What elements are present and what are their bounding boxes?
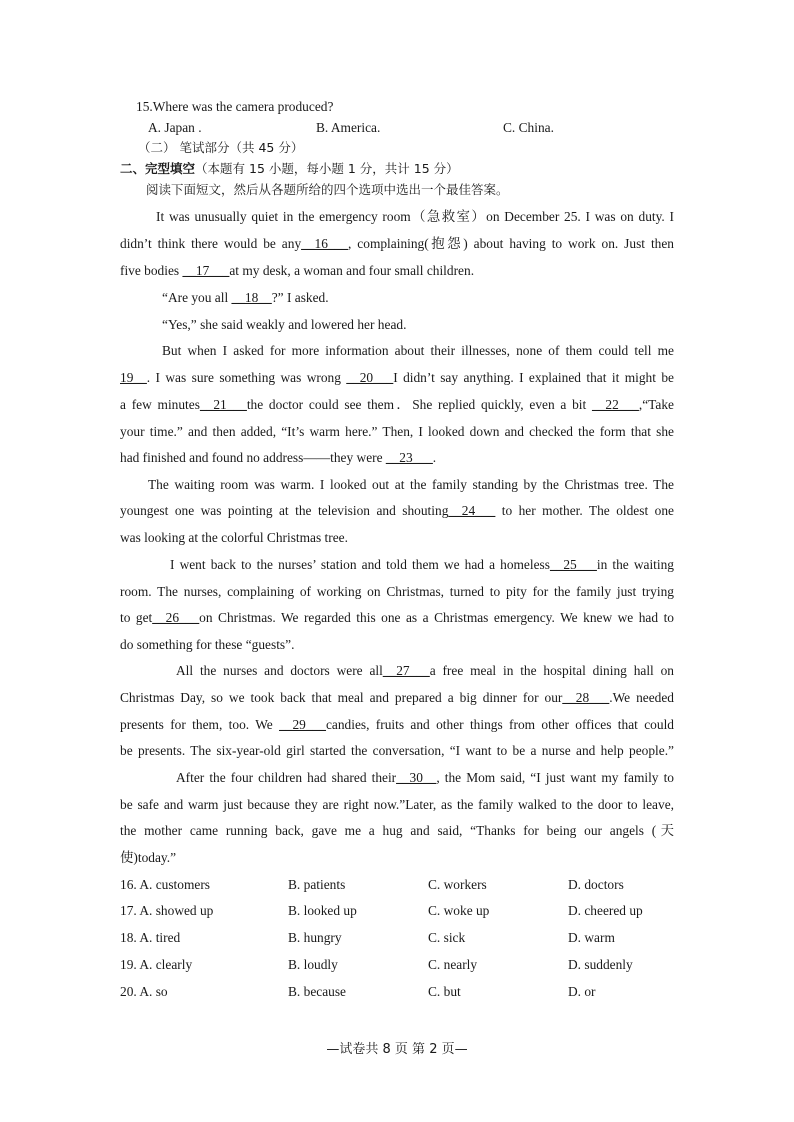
- passage-line-17: do something for these “guests”.: [120, 637, 295, 652]
- blank-30: __30__: [396, 770, 437, 785]
- q16-option-d: D. doctors: [568, 877, 624, 892]
- q18-option-d: D. warm: [568, 930, 615, 945]
- passage-line-5: “Yes,” she said weakly and lowered her head.: [162, 317, 407, 332]
- passage-line-20: presents for them, too. We __29___candies, fruits and other things from other offices that could: [120, 717, 674, 732]
- blank-26: __26___: [152, 610, 200, 625]
- blank-25: __25___: [549, 557, 597, 572]
- q18-option-b: B. hungry: [288, 930, 342, 945]
- passage-line-6: But when I asked for more information about their illnesses, none of them could tell me: [162, 343, 674, 358]
- passage-line-11: The waiting room was warm. I looked out at the family standing by the Christmas tree. The: [148, 477, 674, 492]
- blank-20: __20___: [346, 370, 394, 385]
- q15-option-b: B. America.: [316, 120, 381, 135]
- q16-option-c: C. workers: [428, 877, 487, 892]
- passage-line-15: room. The nurses, complaining of working on Christmas, turned to pity for the family just trying: [120, 584, 674, 599]
- blank-29: __29___: [279, 717, 326, 732]
- blank-16: __16___: [301, 236, 349, 251]
- blank-21: __21___: [199, 397, 247, 412]
- q20-option-d: D. or: [568, 984, 596, 999]
- part2-note: （本题有 15 小题，每小题 1 分，共计 15 分）: [195, 161, 459, 176]
- blank-17: __17___: [182, 263, 230, 278]
- passage-line-8: a few minutes__21___the doctor could see them．She replied quickly, even a bit __22___,“Take: [120, 397, 674, 412]
- q20-option-c: C. but: [428, 984, 461, 999]
- passage-line-19: Christmas Day, so we took back that meal and prepared a big dinner for our__28___.We needed: [120, 690, 674, 705]
- page-footer: —试卷共 8 页 第 2 页—: [326, 1042, 468, 1057]
- passage-line-13: was looking at the colorful Christmas tree.: [120, 530, 348, 545]
- q16-option-a: 16. A. customers: [120, 877, 211, 892]
- blank-28: __28___: [562, 690, 610, 705]
- passage-line-10: had finished and found no address——they were __23___.: [120, 450, 437, 465]
- written-section-heading: （二） 笔试部分（共 45 分）: [138, 140, 304, 155]
- blank-18: __18__: [231, 290, 272, 305]
- q19-option-d: D. suddenly: [568, 957, 633, 972]
- blank-22: __22___: [592, 397, 639, 412]
- passage-line-25: 使)today.”: [120, 850, 177, 865]
- q17-option-c: C. woke up: [428, 903, 490, 918]
- q16-option-b: B. patients: [288, 877, 346, 892]
- q15-stem: 15.Where was the camera produced?: [136, 99, 334, 114]
- q20-option-a: 20. A. so: [120, 984, 168, 999]
- passage-line-23: be safe and warm just because they are right now.”Later, as the family walked to the door to leave,: [120, 797, 674, 812]
- passage-line-21: be presents. The six-year-old girl started the conversation, “I want to be a nurse and help people.”: [120, 743, 674, 758]
- passage-line-22: After the four children had shared their__30__, the Mom said, “I just want my family to: [176, 770, 674, 785]
- q15-option-c: C. China.: [503, 120, 554, 135]
- blank-23: __23___: [385, 450, 433, 465]
- q17-option-d: D. cheered up: [568, 903, 643, 918]
- q19-option-b: B. loudly: [288, 957, 338, 972]
- blank-19: 19__: [120, 370, 147, 385]
- passage-line-3: five bodies __17___at my desk, a woman and four small children.: [120, 263, 475, 278]
- q19-option-a: 19. A. clearly: [120, 957, 193, 972]
- q19-option-c: C. nearly: [428, 957, 478, 972]
- q18-option-c: C. sick: [428, 930, 466, 945]
- q15-option-a: A. Japan .: [148, 120, 202, 135]
- q17-option-b: B. looked up: [288, 903, 357, 918]
- blank-27: __27___: [382, 663, 430, 678]
- part2-instruction: 阅读下面短文，然后从各题所给的四个选项中选出一个最佳答案。: [146, 182, 509, 197]
- passage-line-12: youngest one was pointing at the television and shouting__24___ to her mother. The oldest one: [120, 503, 674, 518]
- q17-option-a: 17. A. showed up: [120, 903, 214, 918]
- passage-line-4: “Are you all __18__?” I asked.: [162, 290, 329, 305]
- passage-line-2: didn’t think there would be any__16___, complaining(抱怨) about having to work on. Just then: [120, 236, 674, 251]
- q18-option-a: 18. A. tired: [120, 930, 181, 945]
- passage-line-14: I went back to the nurses’ station and told them we had a homeless__25___in the waiting: [170, 557, 674, 572]
- passage-line-24: the mother came running back, gave me a hug and said, “Thanks for being our angels (天: [120, 823, 674, 838]
- passage-line-1: It was unusually quiet in the emergency room（急救室）on December 25. I was on duty. I: [156, 209, 674, 224]
- passage-line-16: to get__26___on Christmas. We regarded this one as a Christmas emergency. We knew we had to: [120, 610, 674, 625]
- q20-option-b: B. because: [288, 984, 347, 999]
- blank-24: __24___: [448, 503, 496, 518]
- part2-heading: [120, 160, 459, 178]
- part2-title: 二、完型填空: [120, 161, 196, 176]
- passage-line-9: your time.” and then added, “It’s warm here.” Then, I looked down and checked the form that she: [120, 424, 674, 439]
- passage-line-18: All the nurses and doctors were all__27___a free meal in the hospital dining hall on: [176, 663, 674, 678]
- passage-line-7: 19__. I was sure something was wrong __20___I didn’t say anything. I explained that it might be: [120, 370, 674, 385]
